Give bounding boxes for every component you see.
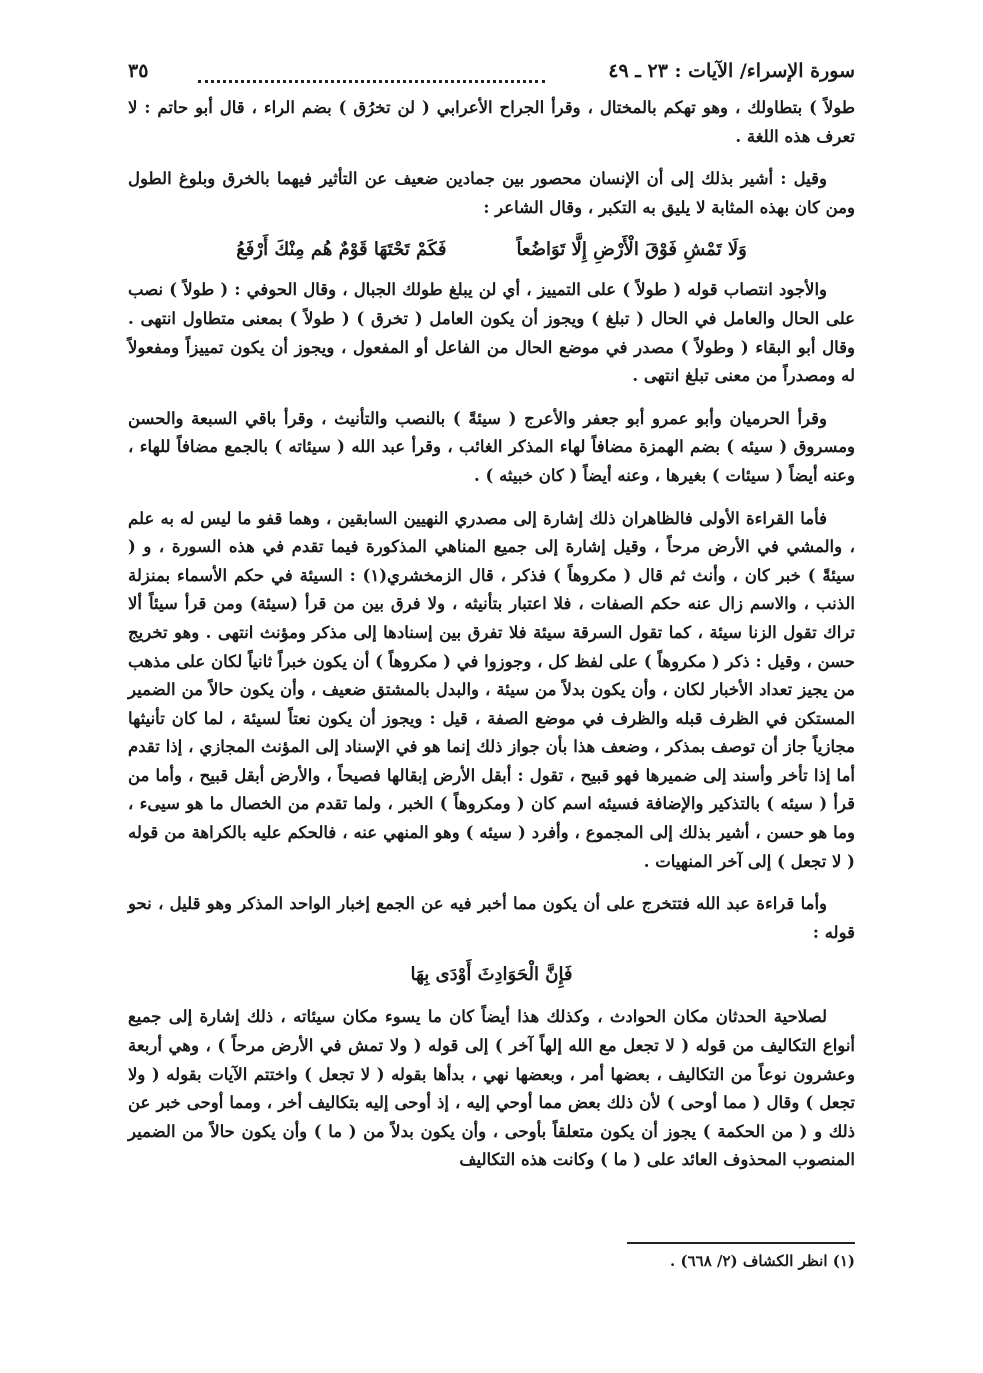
paragraph-3: والأجود انتصاب قوله ( طولاً ) على التمييز ، أي لن يبلغ طولك الجبال ، وقال الحوفي : ( طولاً ) نصب على الحال والعامل في الحال ( تبلغ ) ويجوز أن يكون العامل ( تخرق ) ( طولاً ) بمعنى متطاول انتهى . وقال أبو البقاء ( وطولاً ) مصدر في موضع الحال من الفاعل أو المفعول ، ويجوز أن يكون تمييزاً ومفعولاً له ومصدراً من معنى تبلغ انتهى . [128,280,855,386]
paragraph-5: فأما القراءة الأولى فالظاهران ذلك إشارة إلى مصدري النهيين السابقين ، وهما قفو ما ليس له به علم ، والمشي في الأرض مرحاً ، وقيل إشارة إلى جميع المناهي المذكورة فيما تقدم في هذه السورة ، و ( سيئةً ) خبر كان ، وأنث ثم قال ( مكروهاً ) فذكر ، قال الزمخشري(١) : السيئة في حكم الأسماء بمنزلة الذنب ، والاسم زال عنه حكم الصفات ، فلا اعتبار بتأنيثه ، ولا فرق بين من قرأ (سيئة) ومن قرأ سيئاً ألا تراك تقول الزنا سيئة ، كما تقول السرقة سيئة فلا تفرق بين إسنادها إلى مذكر ومؤنث انتهى . وهو تخريج حسن ، وقيل : ذكر ( مكروهاً ) على لفظ كل ، وجوزوا في ( مكروهاً ) أن يكون خبراً ثانياً لكان على مذهب من يجيز تعداد الأخبار لكان ، وأن يكون بدلاً من سيئة ، والبدل بالمشتق ضعيف ، وأن يكون حالاً من الضمير المستكن في الظرف قبله والظرف في موضع الصفة ، قيل : ويجوز أن يكون نعتاً لسيئة ، لما كان تأنيثها مجازياً جاز أن توصف بمذكر ، وضعف هذا بأن جواز ذلك إنما هو في الإسناد إلى المؤنث المجازي ، إذا تقدم أما إذا تأخر وأسند إلى ضميرها فهو قبيح ، تقول : أبقل الأرض إبقالها فصيحاً ، والأرض أبقل قبيح ، وأما من قرأ ( سيئه ) بالتذكير والإضافة فسيئه اسم كان ( ومكروهاً ) الخبر ، ولما تقدم من الخصال ما هو سيىء ، وما هو حسن ، أشير بذلك إلى المجموع ، وأفرد ( سيئه ) وهو المنهي عنه ، فالحكم عليه بالكراهة من قوله ( لا تجعل ) إلى آخر المنهيات . [128,508,855,871]
page-number: ٣٥ [128,60,149,82]
quoted-verse-line: فَإِنَّ الْحَوَادِثَ أَوْدَى بِهَا [410,964,573,986]
paragraph-7: لصلاحية الحدثان مكان الحوادث ، وكذلك هذا أيضاً كان ما يسوء مكان سيئاته ، ذلك إشارة إلى جميع أنواع التكاليف من قوله ( لا تجعل مع الله إلهاً آخر ) إلى قوله ( ولا تمش في الأرض مرحاً ) ، وهي أربعة وعشرون نوعاً من التكاليف ، بعضها أمر ، وبعضها نهي ، بدأها بقوله ( لا تجعل ) واختتم الآيات بقوله ( ولا تجعل ) وقال ( مما أوحى ) لأن ذلك بعض مما أوحي إليه ، إذ أوحى إليه بتكاليف أخر ، ومما أوحى خبر عن ذلك و ( من الحكمة ) يجوز أن يكون متعلقاً بأوحى ، وأن يكون بدلاً من ( ما ) وأن يكون حالاً من الضمير المنصوب المحذوف العائد على ( ما ) وكانت هذه التكاليف [128,1007,855,1170]
poetry-verse [128,236,855,264]
footnote: (١) انظر الكشاف (٢/ ٦٦٨) . [670,1252,855,1270]
footnote-divider [627,1242,855,1244]
paragraph-6: وأما قراءة عبد الله فتتخرج على أن يكون مما أخبر فيه عن الجمع إخبار الواحد المذكر وهو قليل ، نحو قوله : [128,894,855,942]
verse-left-hemistich: فَكَمْ تَحْتَهَا قَوْمٌ هُم مِنْكَ أَرْفَعُ [236,239,447,261]
paragraph-2: وقيل : أشير بذلك إلى أن الإنسان محصور بين جمادين ضعيف عن التأثير فيهما بالخرق وبلوغ الطول ومن كان بهذه المثابة لا يليق به التكبر ، وقال الشاعر : [128,169,855,217]
paragraph-1: طولاً ) بتطاولك ، وهو تهكم بالمختال ، وقرأ الجراح الأعرابي ( لن تخرُق ) بضم الراء ، قال أبو حاتم : لا تعرف هذه اللغة . [128,98,855,146]
header-dot-leader [198,80,545,83]
running-header [128,58,855,92]
page-body [128,94,855,1189]
header-title: سورة الإسراء/ الآيات : ٢٣ ـ ٤٩ [608,60,855,82]
verse-right-hemistich: وَلَا تَمْشِ فَوْقَ الْأَرْضِ إِلَّا تَوَاضُعاً [516,239,747,261]
paragraph-4: وقرأ الحرميان وأبو عمرو أبو جعفر والأعرج ( سيئةً ) بالنصب والتأنيث ، وقرأ باقي السبعة والحسن ومسروق ( سيئه ) بضم الهمزة مضافاً لهاء المذكر الغائب ، وقرأ عبد الله ( سيئاته ) بالجمع مضافاً للهاء ، وعنه أيضاً ( سيئات ) بغيرها ، وعنه أيضاً ( كان خبيثه ) . [128,408,855,485]
